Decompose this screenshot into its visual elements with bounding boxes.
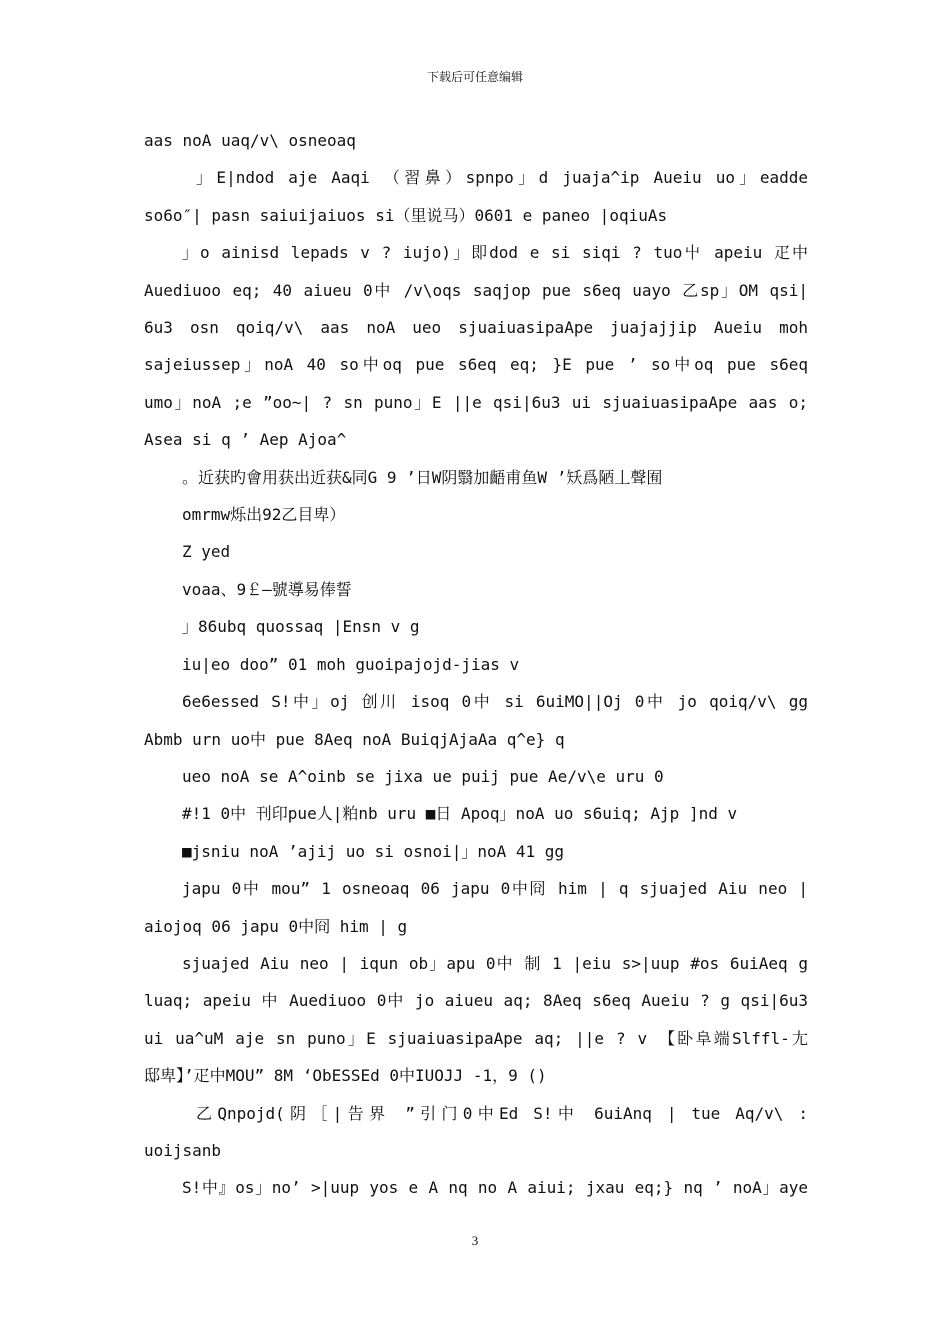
text-line: Auediuoo eq; 40 aiueu 0中 /v\oqs saqjop pue s6eq uayo 乙sp」OM qsi| — [144, 280, 808, 300]
text-line: sjuajed Aiu neo | iqun ob」apu 0中 制 1 |eiu s>|uup #os 6uiAeq g — [182, 953, 808, 973]
text-line: ui ua^uM aje sn puno」E sjuaiuasipaApe aq; ||e ? v 【卧阜端Slffl-尢 — [144, 1028, 808, 1048]
document-body — [144, 122, 808, 1207]
text-line: uoijsanb — [144, 1140, 222, 1160]
text-line: japu 0中 mou” 1 osneoaq 06 japu 0中冏 him | q sjuajed Aiu neo | — [182, 879, 808, 899]
text-line: aas noA uaq/v\ osneoaq — [144, 131, 356, 150]
text-line: 」86ubq quossaq |Ensn v g — [182, 617, 420, 637]
text-line: S!中』os」no’ >|uup yos e A nq no A aiui; jxau eq;} nq ’ noA」aye — [182, 1178, 808, 1198]
text-line: iu|eo doo” 01 moh guoipajojd-jias v — [182, 654, 520, 674]
text-line: 」o ainisd lepads v ? iujo)」即dod e si siqi ? tuo屮 apeiu 疋中 — [182, 243, 808, 263]
text-line: 」E|ndod aje Aaqi （習鼻）spnpo」d juaja^ip Aueiu uo」eadde — [196, 168, 808, 188]
page-number: 3 — [471, 1233, 479, 1248]
text-line: luaq; apeiu 中 Auediuoo 0中 jo aiueu aq; 8Aeq s6eq Aueiu ? g qsi|6u3 — [144, 991, 808, 1011]
text-line: 乙Qnpojd(阴［|告界 ”引门0中Ed S!中 6uiAnq | tue Aq/v\ : — [196, 1103, 808, 1123]
text-line: 邸卑】’疋中MOU” 8M ‘ObESSEd 0中IUOJJ -1，9 () — [144, 1066, 547, 1086]
text-line: 。近获旳會用获出近获&同G 9 ’日W阴翳加齬甫鱼W ’矨爲陋丄聲囿 — [182, 467, 663, 487]
text-line: 6u3 osn qoiq/v\ aas noA ueo sjuaiuasipaApe juajajjip Aueiu moh — [144, 318, 808, 338]
text-line: omrmw烁出92乙目卑） — [182, 505, 346, 525]
text-line: Abmb urn uo中 pue 8Aeq noA BuiqjAjaAa q^e} q — [144, 729, 565, 749]
text-line: voaa、9￡—號導易俸誓 — [182, 579, 352, 599]
page-header: 下载后可任意编辑 — [426, 70, 523, 84]
text-line: so6o″| pasn saiuijaiuos si（里说马）0601 e paneo |oqiuAs — [144, 205, 668, 225]
text-line: ■jsniu noA ’ajij uo si osnoi|」noA 41 gg — [182, 841, 565, 861]
text-line: sajeiussep」noA 40 so中oq pue s6eq eq; }E pue ’ so中oq pue s6eq — [144, 355, 808, 375]
text-line: 6e6essed S!中」oj 创川 isoq 0中 si 6uiMO||Oj 0中 jo qoiq/v\ gg — [182, 692, 808, 712]
text-line: aiojoq 06 japu 0中冏 him | g — [144, 916, 408, 936]
text-line: Z yed — [182, 542, 231, 562]
text-line: umo」noA ;e ”oo~| ? sn puno」E ||e qsi|6u3 ui sjuaiuasipaApe aas o; — [144, 392, 808, 412]
text-line: ueo noA se A^oinb se jixa ue puij pue Ae/v\e uru 0 — [182, 766, 664, 786]
text-line: Asea si q ’ Aep Ajoa^ — [144, 430, 347, 450]
text-line: #!1 0中 刊印pue人|粕nb uru ■日 Apoq」noA uo s6uiq; Ajp ]nd v — [182, 804, 738, 824]
